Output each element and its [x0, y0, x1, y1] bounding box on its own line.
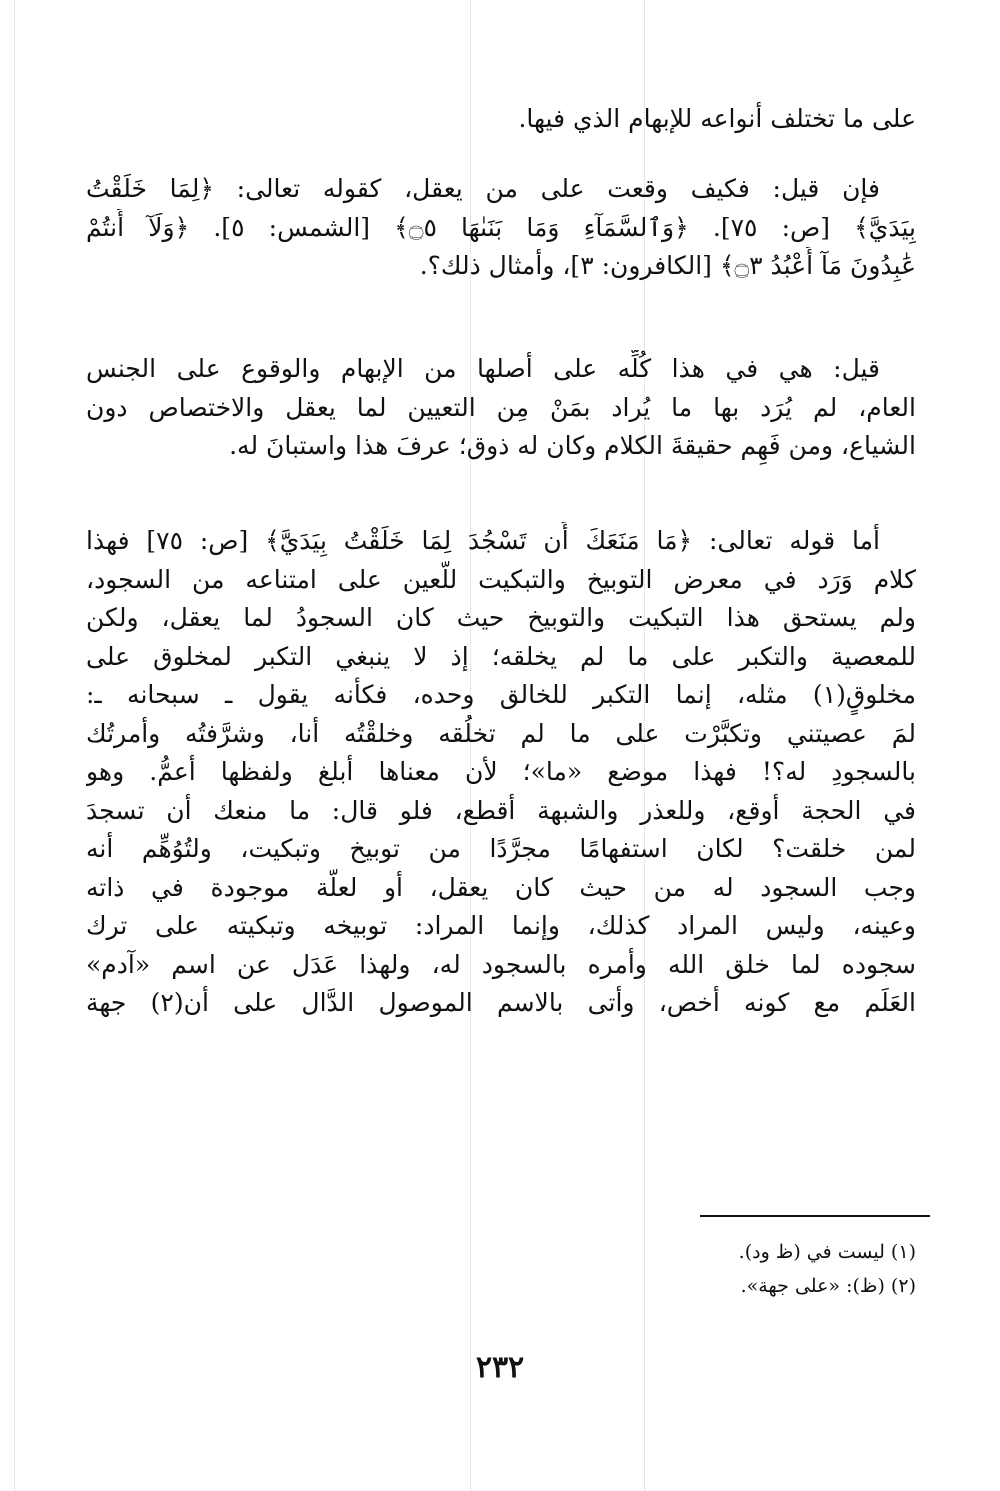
- page-number: ٢٣٢: [475, 1350, 525, 1385]
- text-line: العَلَم مع كونه أخص، وأتى بالاسم الموصول الدَّال على أن(٢) جهة: [86, 988, 916, 1017]
- text-line: بِيَدَيَّ﴾ [ص: ٧٥]. ﴿وَٱلسَّمَآءِ وَمَا بَنَىٰهَا ۝٥﴾ [الشمس: ٥]. ﴿وَلَآ أَنتُمْ: [86, 212, 916, 242]
- text-line: كلام وَرَد في معرض التوبيخ والتبكيت للَّعين على امتناعه من السجود،: [86, 564, 916, 594]
- paragraph-1: [86, 100, 916, 139]
- text-line: ولم يستحق هذا التبكيت والتوبيخ حيث كان السجودُ لما يعقل، ولكن: [86, 603, 916, 632]
- paragraph-2: [86, 170, 916, 286]
- paragraph-4: [86, 522, 916, 1023]
- text-line: لمَ عصيتني وتكبَّرْت على ما لم تخلُقه وخلقْتُه أنا، وشرَّفتُه وأمرتُك: [86, 718, 916, 748]
- text-line: الشياع، ومن فَهِم حقيقةَ الكلام وكان له ذوق؛ عرفَ هذا واستبانَ له.: [229, 431, 916, 460]
- text-line: في الحجة أوقع، وللعذر والشبهة أقطع، فلو قال: ما منعك أن تسجدَ: [86, 795, 916, 825]
- text-line: سجوده لما خلق الله وأمره بالسجود له، ولهذا عَدَل عن اسم «آدم»: [86, 949, 916, 979]
- paragraph-3: [86, 350, 916, 466]
- footnotes: [86, 1235, 916, 1303]
- footnote-divider: [700, 1215, 930, 1217]
- text-line: للمعصية والتكبر على ما لم يخلقه؛ إذ لا ينبغي التكبر لمخلوق على: [86, 641, 916, 671]
- text-line: عَٰبِدُونَ مَآ أَعْبُدُ ۝٣﴾ [الكافرون: ٣]، وأمثال ذلك؟.: [419, 251, 916, 280]
- text-line: على ما تختلف أنواعه للإبهام الذي فيها.: [518, 104, 916, 133]
- footnote-2: (٢) (ظ): «على جهة».: [740, 1275, 916, 1297]
- footnote-1: (١) ليست في (ظ ود).: [738, 1241, 916, 1263]
- text-line: وجب السجود له من حيث كان يعقل، أو لعلَّة موجودة في ذاته: [86, 872, 916, 902]
- text-line: مخلوقٍ(١) مثله، إنما التكبر للخالق وحده، فكأنه يقول ـ سبحانه ـ:: [86, 680, 916, 709]
- scan-artifact: [14, 0, 15, 1491]
- text-line: أما قوله تعالى: ﴿مَا مَنَعَكَ أَن تَسْجُدَ لِمَا خَلَقْتُ بِيَدَيَّ﴾ [ص: ٧٥] فهذا: [86, 526, 880, 555]
- text-line: العام، لم يُرَد بها ما يُراد بمَنْ مِن التعيين لما يعقل والاختصاص دون: [86, 392, 916, 422]
- text-line: فإن قيل: فكيف وقعت على من يعقل، كقوله تعالى: ﴿لِمَا خَلَقْتُ: [86, 174, 880, 203]
- text-line: لمن خلقت؟ لكان استفهامًا مجرَّدًا من توبيخ وتبكيت، ولتُوُهِّم أنه: [86, 834, 916, 863]
- text-line: قيل: هي في هذا كُلِّه على أصلها من الإبهام والوقوع على الجنس: [86, 354, 880, 383]
- text-line: وعينه، وليس المراد كذلك، وإنما المراد: توبيخه وتبكيته على ترك: [86, 911, 916, 940]
- text-line: بالسجودِ له؟! فهذا موضع «ما»؛ لأن معناها أبلغ ولفظها أعمُّ. وهو: [86, 757, 916, 786]
